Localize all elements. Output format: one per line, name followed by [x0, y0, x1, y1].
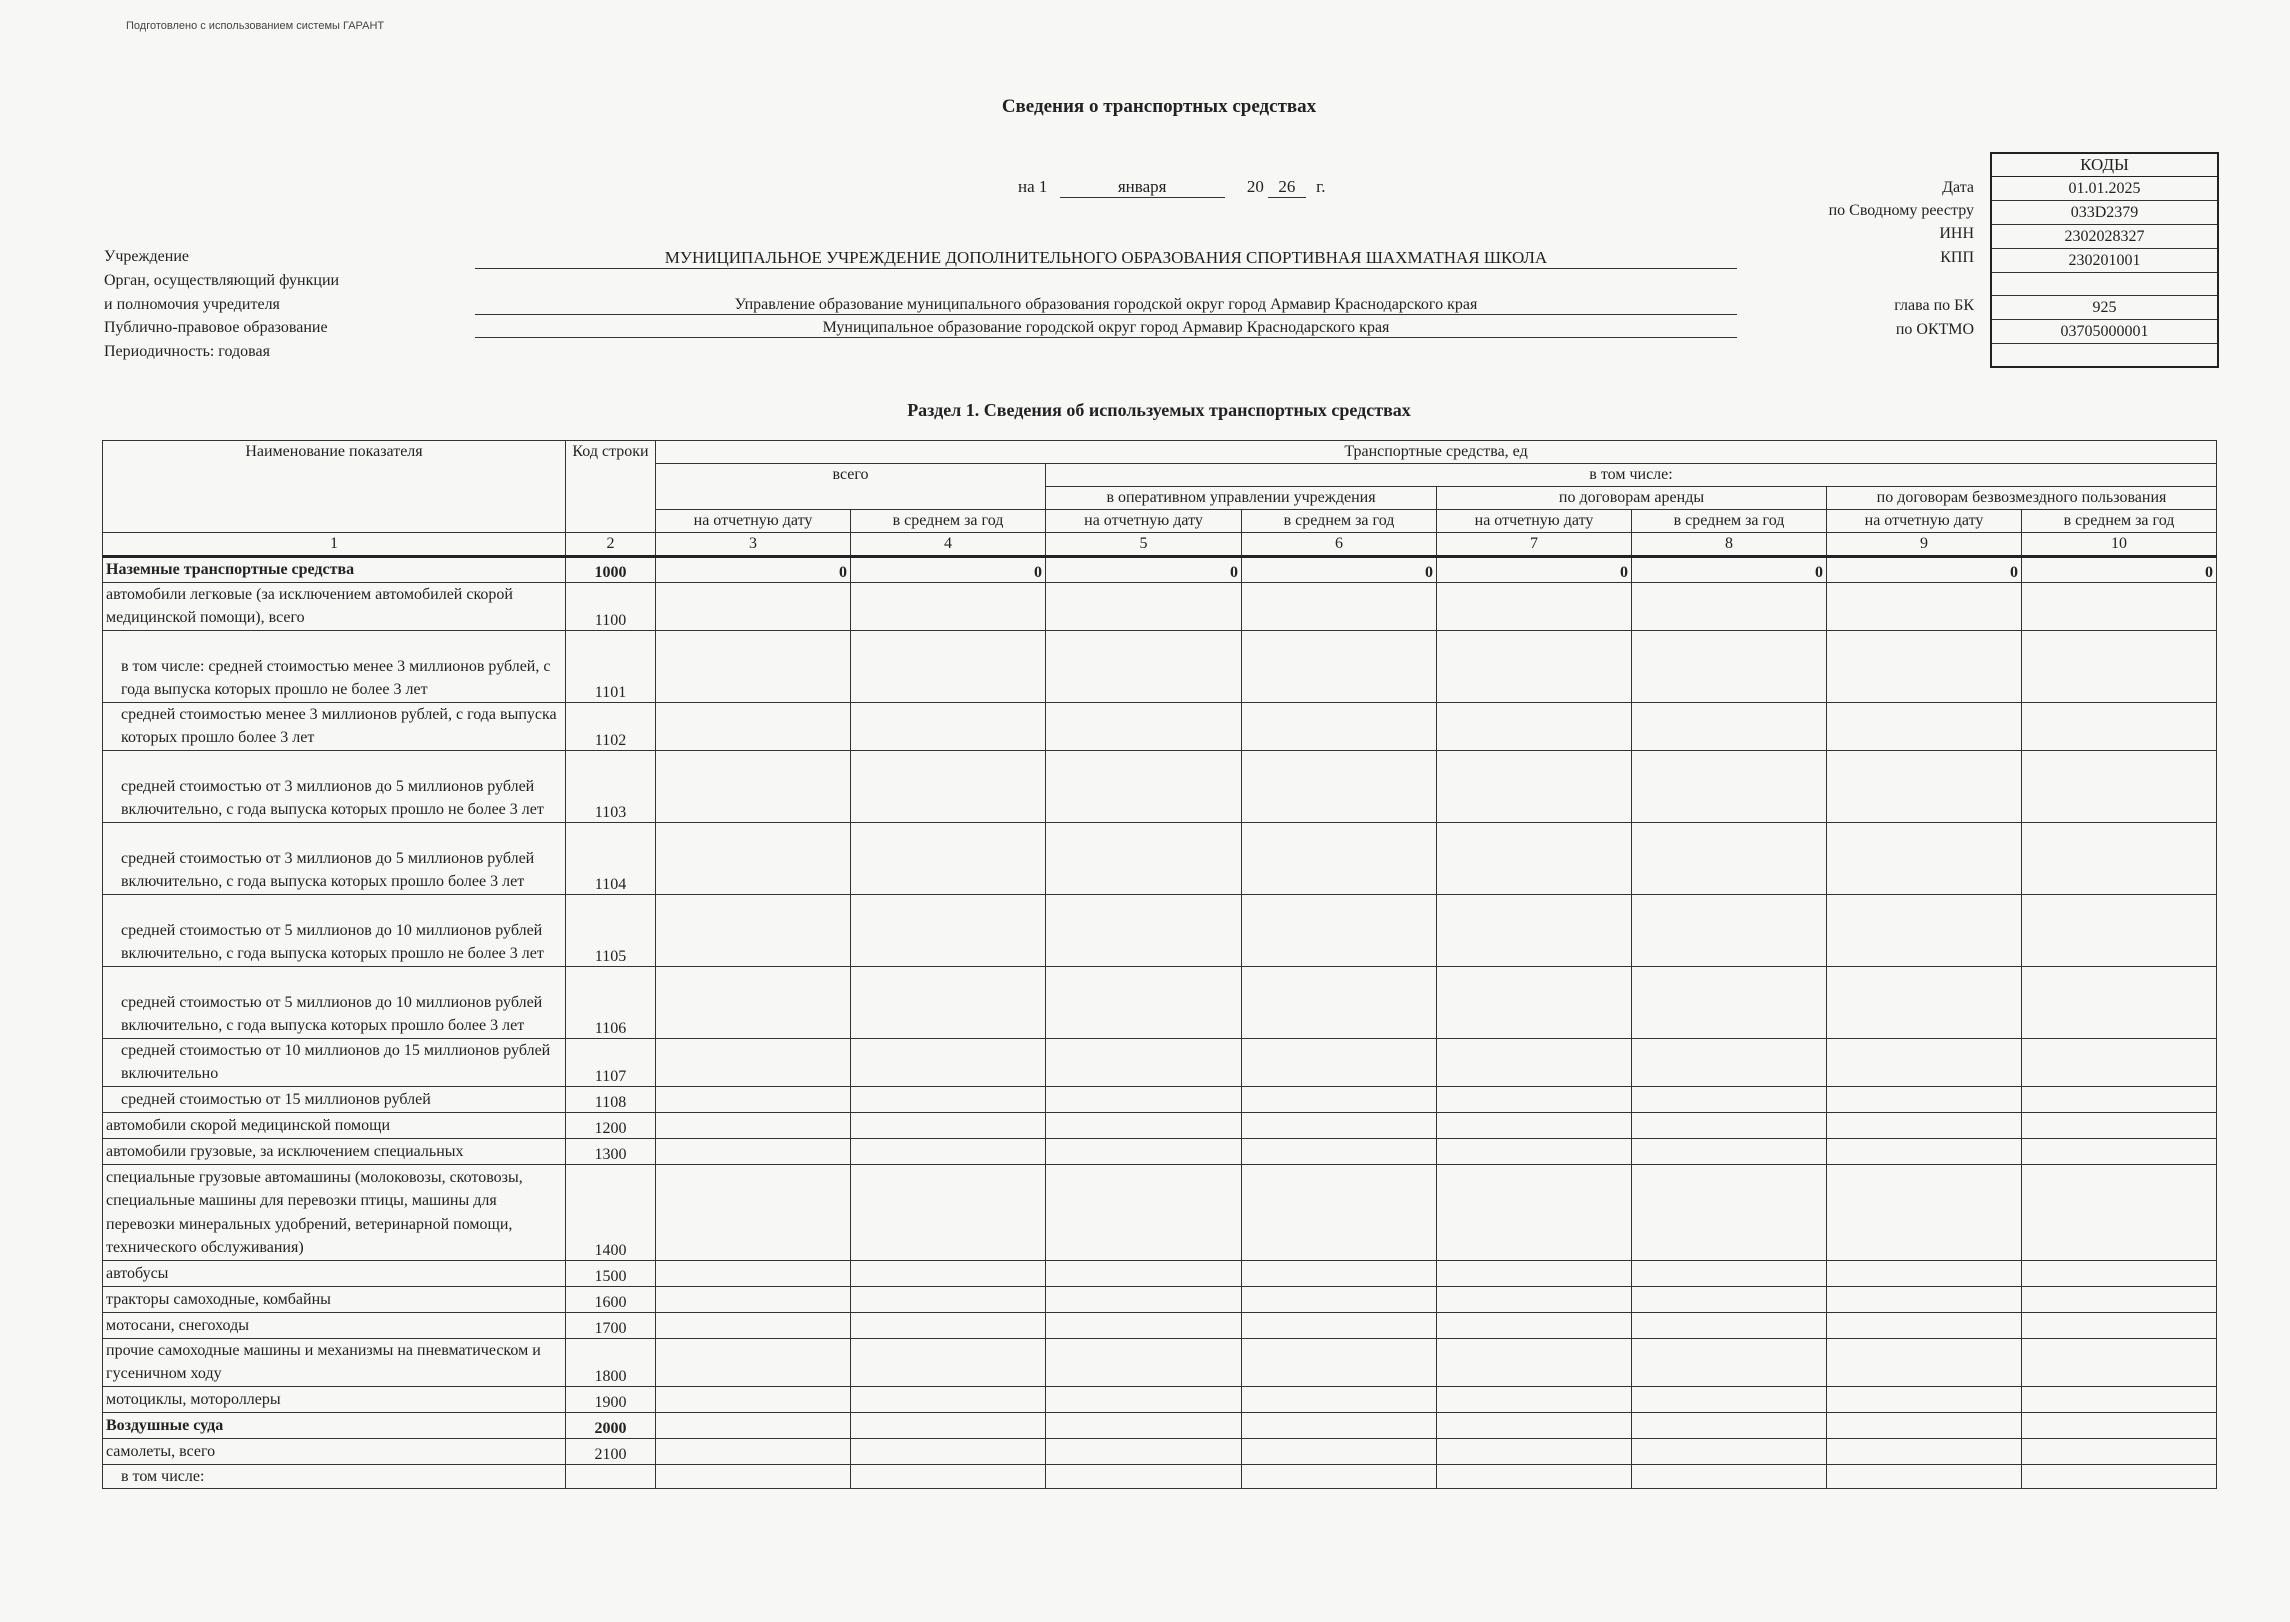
row-value-cell	[1242, 630, 1437, 702]
code-kpp: 230201001	[1992, 249, 2217, 273]
table-row	[103, 702, 2217, 750]
row-value-cell: 0	[2022, 557, 2217, 583]
table-row	[103, 1138, 2217, 1164]
row-value-cell	[1827, 1286, 2022, 1312]
public-label: Публично-правовое образование	[104, 319, 328, 336]
row-value-cell	[1437, 1138, 1632, 1164]
row-value-cell	[851, 1260, 1046, 1286]
date-year: 26	[1268, 177, 1306, 198]
row-value-cell	[1632, 1338, 1827, 1386]
date-year-prefix: 20	[1246, 177, 1264, 196]
table-row	[103, 1038, 2217, 1086]
row-value-cell	[851, 1112, 1046, 1138]
row-value-cell	[1046, 1086, 1242, 1112]
col-number: 2	[566, 533, 656, 557]
row-value-cell	[1827, 1312, 2022, 1338]
row-name: средней стоимостью от 3 миллионов до 5 миллионов рублей включительно, с года выпуска которых прошло более 3 лет	[103, 822, 566, 894]
row-value-cell	[656, 966, 851, 1038]
row-value-cell	[1827, 702, 2022, 750]
row-value-cell	[1827, 822, 2022, 894]
row-name: тракторы самоходные, комбайны	[103, 1286, 566, 1312]
row-value-cell	[1046, 1038, 1242, 1086]
row-name: средней стоимостью от 5 миллионов до 10 миллионов рублей включительно, с года выпуска которых прошло более 3 лет	[103, 966, 566, 1038]
row-value-cell	[1632, 750, 1827, 822]
row-value-cell	[656, 894, 851, 966]
row-value-cell	[1632, 1412, 1827, 1438]
row-value-cell	[2022, 582, 2217, 630]
row-value-cell	[1632, 1386, 1827, 1412]
row-value-cell	[656, 630, 851, 702]
row-value-cell	[851, 1412, 1046, 1438]
row-value-cell	[1046, 1438, 1242, 1464]
row-value-cell	[1242, 1086, 1437, 1112]
row-value-cell: 0	[1437, 557, 1632, 583]
header-avg: в среднем за год	[851, 510, 1046, 533]
row-value-cell	[656, 1438, 851, 1464]
row-code: 1101	[566, 630, 656, 702]
row-code: 1102	[566, 702, 656, 750]
row-value-cell	[2022, 1086, 2217, 1112]
row-value-cell	[1046, 1412, 1242, 1438]
row-value-cell	[656, 1312, 851, 1338]
row-value-cell	[1827, 1260, 2022, 1286]
row-value-cell	[851, 702, 1046, 750]
row-value-cell	[656, 1338, 851, 1386]
row-value-cell	[851, 1038, 1046, 1086]
row-value-cell	[1242, 750, 1437, 822]
row-value-cell	[1827, 1138, 2022, 1164]
row-name: мотоциклы, мотороллеры	[103, 1386, 566, 1412]
row-value-cell	[1437, 1164, 1632, 1260]
row-value-cell	[2022, 1260, 2217, 1286]
row-value-cell	[1827, 894, 2022, 966]
row-value-cell	[1437, 1286, 1632, 1312]
row-value-cell	[1046, 822, 1242, 894]
row-value-cell	[851, 1086, 1046, 1112]
row-value-cell	[1437, 1412, 1632, 1438]
founder-label-1: Орган, осуществляющий функции	[104, 272, 340, 289]
row-value-cell	[1437, 1386, 1632, 1412]
row-value-cell	[2022, 1312, 2217, 1338]
col-number: 8	[1632, 533, 1827, 557]
row-value-cell	[1242, 702, 1437, 750]
row-code: 1900	[566, 1386, 656, 1412]
codes-header: КОДЫ	[1992, 154, 2217, 177]
row-value-cell	[2022, 1164, 2217, 1260]
row-value-cell	[1046, 1260, 1242, 1286]
row-value-cell	[1437, 1312, 1632, 1338]
header-on-date: на отчетную дату	[1437, 510, 1632, 533]
header-on-date: на отчетную дату	[656, 510, 851, 533]
row-value-cell	[2022, 1386, 2217, 1412]
date-line	[1018, 177, 1325, 198]
institution-label: Учреждение	[104, 248, 189, 265]
header-code: Код строки	[566, 441, 656, 533]
row-value-cell	[2022, 750, 2217, 822]
row-value-cell	[1437, 582, 1632, 630]
row-value-cell	[1242, 1338, 1437, 1386]
row-value-cell	[2022, 1438, 2217, 1464]
col-number: 1	[103, 533, 566, 557]
row-value-cell	[1632, 1260, 1827, 1286]
row-value-cell	[1437, 966, 1632, 1038]
col-number: 6	[1242, 533, 1437, 557]
row-value-cell	[656, 1464, 851, 1489]
row-value-cell	[1046, 750, 1242, 822]
label-date: Дата	[1942, 179, 1974, 196]
table-row	[103, 557, 2217, 583]
row-value-cell	[1242, 1438, 1437, 1464]
row-value-cell	[2022, 1412, 2217, 1438]
row-code: 1200	[566, 1112, 656, 1138]
row-name: автомобили скорой медицинской помощи	[103, 1112, 566, 1138]
row-value-cell: 0	[1827, 557, 2022, 583]
row-value-cell	[656, 1086, 851, 1112]
row-value-cell	[2022, 1286, 2217, 1312]
row-value-cell	[1632, 582, 1827, 630]
row-name: специальные грузовые автомашины (молоковозы, скотовозы, специальные машины для перевозки птицы, машины для перевозки минеральных удобрений, ветеринарной помощи, технического обслуживания)	[103, 1164, 566, 1260]
row-name: Наземные транспортные средства	[103, 557, 566, 583]
row-value-cell	[1437, 1464, 1632, 1489]
row-value-cell	[1242, 1112, 1437, 1138]
row-value-cell	[1242, 966, 1437, 1038]
row-value-cell	[1046, 630, 1242, 702]
table-row	[103, 966, 2217, 1038]
col-number: 3	[656, 533, 851, 557]
row-value-cell	[1437, 1112, 1632, 1138]
row-value-cell	[1046, 1138, 1242, 1164]
row-code: 1000	[566, 557, 656, 583]
row-value-cell	[851, 1464, 1046, 1489]
header-free: по договорам безвозмездного пользования	[1827, 487, 2217, 510]
row-code: 1107	[566, 1038, 656, 1086]
label-kpp: КПП	[1940, 249, 1974, 266]
row-value-cell	[1437, 1260, 1632, 1286]
row-value-cell	[1242, 1286, 1437, 1312]
row-value-cell	[1242, 1260, 1437, 1286]
row-value-cell	[656, 822, 851, 894]
code-oktmo: 03705000001	[1992, 320, 2217, 344]
row-code	[566, 1464, 656, 1489]
founder-label-2: и полномочия учредителя	[104, 296, 280, 313]
table-row	[103, 1412, 2217, 1438]
row-value-cell	[851, 1386, 1046, 1412]
row-value-cell	[1242, 1038, 1437, 1086]
row-value-cell	[1046, 1338, 1242, 1386]
header-operative: в оперативном управлении учреждения	[1046, 487, 1437, 510]
row-value-cell	[1046, 894, 1242, 966]
table-row	[103, 1112, 2217, 1138]
row-value-cell	[1046, 702, 1242, 750]
row-value-cell	[1437, 1338, 1632, 1386]
row-value-cell: 0	[1242, 557, 1437, 583]
row-value-cell	[2022, 894, 2217, 966]
row-value-cell	[2022, 822, 2217, 894]
row-code: 1800	[566, 1338, 656, 1386]
header-name: Наименование показателя	[103, 441, 566, 533]
row-value-cell	[851, 966, 1046, 1038]
row-name: средней стоимостью от 10 миллионов до 15 миллионов рублей включительно	[103, 1038, 566, 1086]
row-value-cell	[851, 1286, 1046, 1312]
date-prefix: на 1	[1018, 177, 1048, 196]
row-value-cell	[1046, 1312, 1242, 1338]
row-value-cell	[1632, 702, 1827, 750]
row-name: средней стоимостью от 15 миллионов рублей	[103, 1086, 566, 1112]
row-value-cell	[1827, 750, 2022, 822]
section-title: Раздел 1. Сведения об используемых транспортных средствах	[907, 400, 1411, 420]
row-value-cell	[656, 1386, 851, 1412]
row-value-cell	[851, 1138, 1046, 1164]
row-value-cell	[1437, 750, 1632, 822]
row-value-cell	[1632, 1464, 1827, 1489]
row-value-cell	[851, 1164, 1046, 1260]
row-value-cell	[851, 1312, 1046, 1338]
header-on-date: на отчетную дату	[1046, 510, 1242, 533]
row-code: 1600	[566, 1286, 656, 1312]
table-row	[103, 1164, 2217, 1260]
row-value-cell	[1242, 1386, 1437, 1412]
header-on-date: на отчетную дату	[1827, 510, 2022, 533]
public-value: Муниципальное образование городской округ город Армавир Краснодарского края	[475, 319, 1737, 338]
row-value-cell	[656, 1412, 851, 1438]
row-value-cell	[2022, 702, 2217, 750]
table-row	[103, 1312, 2217, 1338]
row-name: автомобили грузовые, за исключением специальных	[103, 1138, 566, 1164]
label-oktmo: по ОКТМО	[1895, 321, 1974, 338]
row-value-cell	[1827, 1038, 2022, 1086]
row-value-cell	[851, 822, 1046, 894]
row-value-cell	[1632, 966, 1827, 1038]
row-name: средней стоимостью менее 3 миллионов рублей, с года выпуска которых прошло более 3 лет	[103, 702, 566, 750]
row-value-cell	[1046, 1464, 1242, 1489]
row-value-cell	[656, 1138, 851, 1164]
code-bk: 925	[1992, 296, 2217, 320]
row-code: 1400	[566, 1164, 656, 1260]
row-value-cell	[2022, 1464, 2217, 1489]
row-value-cell	[1242, 1412, 1437, 1438]
watermark: Подготовлено с использованием системы ГАРАНТ	[126, 20, 385, 32]
row-name: автомобили легковые (за исключением автомобилей скорой медицинской помощи), всего	[103, 582, 566, 630]
page-title: Сведения о транспортных средствах	[1001, 96, 1317, 117]
row-value-cell	[1632, 1112, 1827, 1138]
row-value-cell	[2022, 1138, 2217, 1164]
header-avg: в среднем за год	[2022, 510, 2217, 533]
table-row	[103, 1464, 2217, 1489]
row-value-cell	[1827, 1164, 2022, 1260]
row-name: в том числе: средней стоимостью менее 3 миллионов рублей, с года выпуска которых прошло не более 3 лет	[103, 630, 566, 702]
row-value-cell	[656, 582, 851, 630]
header-total: всего	[656, 464, 1046, 510]
row-value-cell	[2022, 1038, 2217, 1086]
row-name: Воздушные суда	[103, 1412, 566, 1438]
col-number: 7	[1437, 533, 1632, 557]
row-value-cell	[1827, 1338, 2022, 1386]
row-code: 1103	[566, 750, 656, 822]
row-value-cell	[1242, 582, 1437, 630]
row-value-cell: 0	[1046, 557, 1242, 583]
row-value-cell	[1632, 822, 1827, 894]
row-value-cell	[851, 894, 1046, 966]
row-value-cell	[1242, 1138, 1437, 1164]
row-value-cell	[1437, 1086, 1632, 1112]
table-row	[103, 1086, 2217, 1112]
row-value-cell	[656, 750, 851, 822]
row-value-cell	[1827, 582, 2022, 630]
row-value-cell	[1632, 1138, 1827, 1164]
code-inn: 2302028327	[1992, 225, 2217, 249]
row-value-cell	[851, 1438, 1046, 1464]
table-row	[103, 1338, 2217, 1386]
table-row	[103, 750, 2217, 822]
table-row	[103, 582, 2217, 630]
periodicity: Периодичность: годовая	[104, 343, 270, 360]
row-value-cell	[1827, 1086, 2022, 1112]
row-name: средней стоимостью от 3 миллионов до 5 миллионов рублей включительно, с года выпуска которых прошло не более 3 лет	[103, 750, 566, 822]
row-name: самолеты, всего	[103, 1438, 566, 1464]
header-avg: в среднем за год	[1632, 510, 1827, 533]
row-value-cell	[851, 630, 1046, 702]
col-number: 9	[1827, 533, 2022, 557]
row-name: в том числе:	[103, 1464, 566, 1489]
code-empty-2	[1992, 344, 2217, 366]
row-value-cell: 0	[851, 557, 1046, 583]
label-inn: ИНН	[1939, 225, 1974, 242]
table-row	[103, 1386, 2217, 1412]
table-row	[103, 894, 2217, 966]
table-row	[103, 822, 2217, 894]
row-value-cell: 0	[1632, 557, 1827, 583]
row-code: 1108	[566, 1086, 656, 1112]
row-value-cell	[1827, 1412, 2022, 1438]
table-row	[103, 630, 2217, 702]
code-empty	[1992, 273, 2217, 296]
row-value-cell	[656, 1164, 851, 1260]
institution-value: МУНИЦИПАЛЬНОЕ УЧРЕЖДЕНИЕ ДОПОЛНИТЕЛЬНОГО ОБРАЗОВАНИЯ СПОРТИВНАЯ ШАХМАТНАЯ ШКОЛА	[475, 248, 1737, 269]
code-registry: 033D2379	[1992, 201, 2217, 225]
row-value-cell	[1437, 1038, 1632, 1086]
date-suffix: г.	[1316, 177, 1326, 196]
row-value-cell	[1046, 1112, 1242, 1138]
row-value-cell	[1242, 822, 1437, 894]
col-number: 4	[851, 533, 1046, 557]
row-value-cell	[1242, 1164, 1437, 1260]
row-code: 1104	[566, 822, 656, 894]
row-value-cell	[1437, 894, 1632, 966]
label-bk: глава по БК	[1894, 297, 1974, 314]
row-value-cell	[1046, 1386, 1242, 1412]
header-rent: по договорам аренды	[1437, 487, 1827, 510]
date-month: января	[1060, 177, 1225, 198]
header-avg: в среднем за год	[1242, 510, 1437, 533]
table-row	[103, 1438, 2217, 1464]
row-name: прочие самоходные машины и механизмы на пневматическом и гусеничном ходу	[103, 1338, 566, 1386]
row-value-cell	[1632, 894, 1827, 966]
row-name: средней стоимостью от 5 миллионов до 10 миллионов рублей включительно, с года выпуска которых прошло не более 3 лет	[103, 894, 566, 966]
table-row	[103, 1260, 2217, 1286]
row-value-cell	[656, 1038, 851, 1086]
row-value-cell	[1632, 630, 1827, 702]
row-code: 2000	[566, 1412, 656, 1438]
row-value-cell	[1046, 582, 1242, 630]
col-number: 10	[2022, 533, 2217, 557]
founder-value: Управление образование муниципального образования городской округ город Армавир Краснодарского края	[475, 296, 1737, 315]
row-value-cell	[1827, 1438, 2022, 1464]
row-value-cell	[656, 1112, 851, 1138]
row-value-cell	[2022, 630, 2217, 702]
row-value-cell	[2022, 966, 2217, 1038]
label-registry: по Сводному реестру	[1828, 202, 1974, 219]
row-value-cell	[1632, 1164, 1827, 1260]
row-name: мотосани, снегоходы	[103, 1312, 566, 1338]
code-date: 01.01.2025	[1992, 177, 2217, 201]
row-value-cell	[656, 1286, 851, 1312]
row-value-cell	[1046, 1164, 1242, 1260]
row-value-cell	[1437, 702, 1632, 750]
row-code: 1100	[566, 582, 656, 630]
row-value-cell	[656, 702, 851, 750]
codes-box	[1990, 152, 2219, 368]
row-name: автобусы	[103, 1260, 566, 1286]
row-value-cell	[2022, 1338, 2217, 1386]
header-transport: Транспортные средства, ед	[656, 441, 2217, 464]
row-value-cell: 0	[656, 557, 851, 583]
row-code: 1105	[566, 894, 656, 966]
row-value-cell	[1632, 1086, 1827, 1112]
col-number: 5	[1046, 533, 1242, 557]
row-value-cell	[1242, 1312, 1437, 1338]
transport-table	[102, 440, 2217, 1489]
row-value-cell	[1827, 1386, 2022, 1412]
row-value-cell	[1827, 630, 2022, 702]
row-value-cell	[1632, 1286, 1827, 1312]
row-value-cell	[851, 582, 1046, 630]
row-value-cell	[1827, 1464, 2022, 1489]
row-value-cell	[1437, 630, 1632, 702]
row-value-cell	[1242, 1464, 1437, 1489]
table-row	[103, 1286, 2217, 1312]
row-value-cell	[1827, 1112, 2022, 1138]
row-value-cell	[1437, 1438, 1632, 1464]
row-code: 1700	[566, 1312, 656, 1338]
row-code: 2100	[566, 1438, 656, 1464]
row-code: 1500	[566, 1260, 656, 1286]
row-value-cell	[2022, 1112, 2217, 1138]
row-value-cell	[1632, 1038, 1827, 1086]
header-including: в том числе:	[1046, 464, 2217, 487]
row-value-cell	[1437, 822, 1632, 894]
row-value-cell	[1046, 1286, 1242, 1312]
row-value-cell	[1827, 966, 2022, 1038]
row-value-cell	[1632, 1438, 1827, 1464]
row-value-cell	[851, 1338, 1046, 1386]
row-code: 1300	[566, 1138, 656, 1164]
row-code: 1106	[566, 966, 656, 1038]
row-value-cell	[656, 1260, 851, 1286]
row-value-cell	[851, 750, 1046, 822]
row-value-cell	[1242, 894, 1437, 966]
row-value-cell	[1632, 1312, 1827, 1338]
row-value-cell	[1046, 966, 1242, 1038]
